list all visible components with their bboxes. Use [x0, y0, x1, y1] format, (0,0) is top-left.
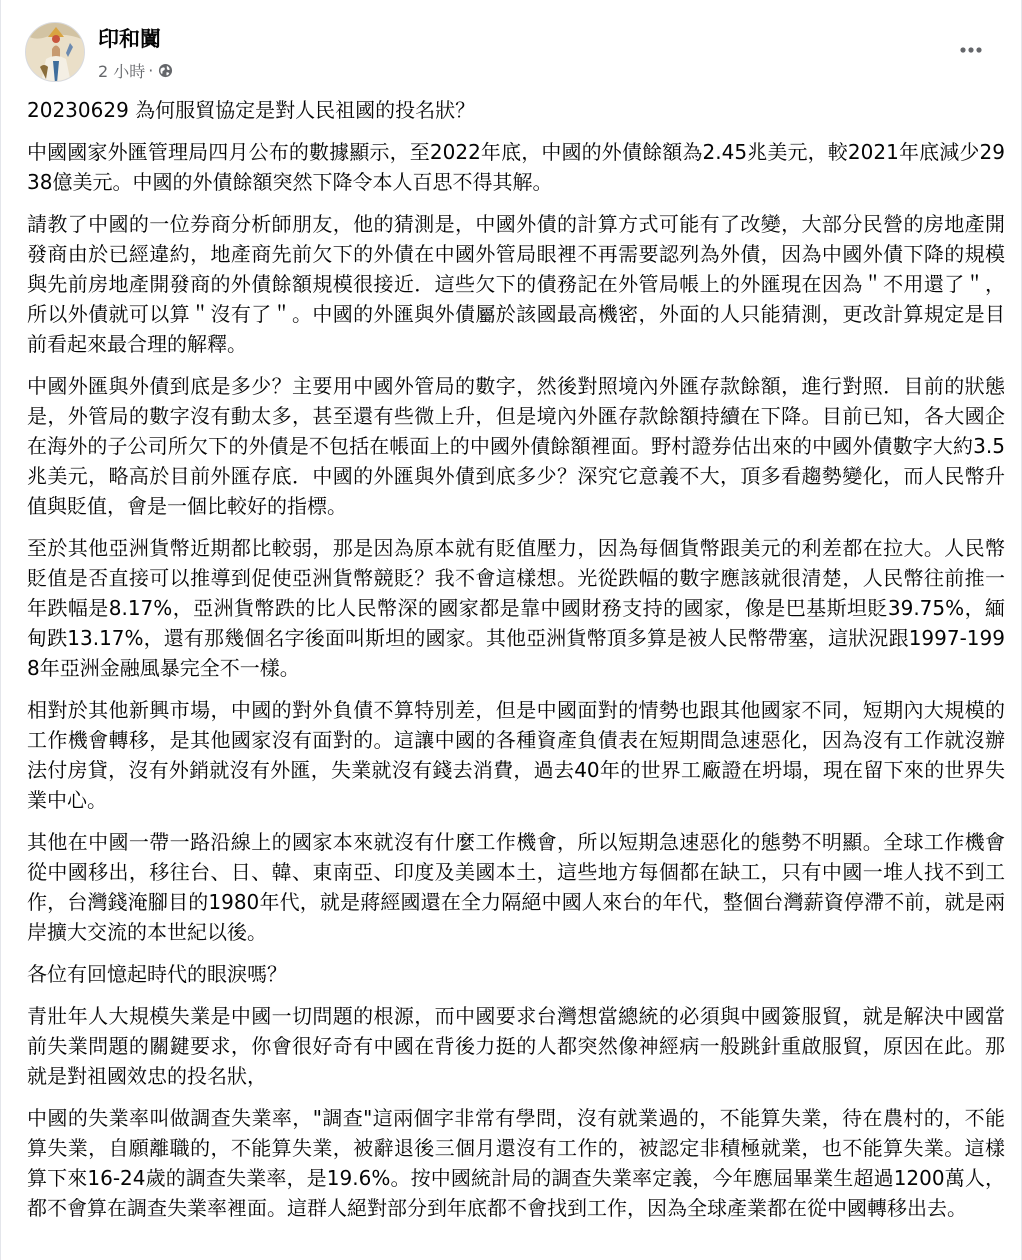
- post-timestamp[interactable]: 2 小時: [98, 61, 146, 81]
- post-paragraph: 青壯年人大規模失業是中國一切問題的根源，而中國要求台灣想當總統的必須與中國簽服貿，就是解決中國當前失業問題的關鍵要求，你會很好奇有中國在背後力挺的人都突然像神經病一般跳針重啟服貿，原因在此。那就是對祖國效忠的投名狀，: [27, 1004, 1005, 1088]
- avatar-image: [26, 23, 85, 82]
- post-body: [27, 95, 1005, 1235]
- avatar[interactable]: [25, 22, 85, 82]
- post-paragraph: 至於其他亞洲貨幣近期都比較弱，那是因為原本就有貶值壓力，因為每個貨幣跟美元的利差都在拉大。人民幣貶值是否直接可以推導到促使亞洲貨幣競貶？我不會這樣想。光從跌幅的數字應該就很清楚，人民幣往前推一年跌幅是8.17%，亞洲貨幣跌的比人民幣深的國家都是靠中國財務支持的國家，像是巴基斯坦貶39.75%，緬甸跌13.17%，還有那幾個名字後面叫斯坦的國家。其他亞洲貨幣頂多算是被人民幣帶塞，這狀況跟1997-1998年亞洲金融風暴完全不一樣。: [27, 536, 1005, 680]
- post-header: [1, 0, 1021, 96]
- post-paragraph: 其他在中國一帶一路沿線上的國家本來就沒有什麼工作機會，所以短期急速惡化的態勢不明顯。全球工作機會從中國移出，移往台、日、韓、東南亞、印度及美國本土，這些地方每個都在缺工，只有中國一堆人找不到工作，台灣錢淹腳目的1980年代，就是蔣經國還在全力隔絕中國人來台的年代，整個台灣薪資停滯不前，就是兩岸擴大交流的本世紀以後。: [27, 830, 1005, 944]
- more-horizontal-icon: [959, 46, 983, 54]
- post-paragraph: 中國國家外匯管理局四月公布的數據顯示，至2022年底，中國的外債餘額為2.45兆美元，較2021年底減少2938億美元。中國的外債餘額突然下降令本人百思不得其解。: [27, 140, 1005, 194]
- more-options-button[interactable]: [951, 34, 991, 66]
- post-paragraph: 中國的失業率叫做調查失業率，"調查"這兩個字非常有學問，沒有就業過的，不能算失業，待在農村的，不能算失業，自願離職的，不能算失業，被辭退後三個月還沒有工作的，被認定非積極就業，也不能算失業。這樣算下來16-24歲的調查失業率，是19.6%。按中國統計局的調查失業率定義，今年應屆畢業生超過1200萬人，都不會算在調查失業率裡面。這群人絕對部分到年底都不會找到工作，因為全球產業都在從中國轉移出去。: [27, 1106, 1005, 1220]
- globe-icon[interactable]: [158, 63, 173, 78]
- post-paragraph: 相對於其他新興市場，中國的對外負債不算特別差，但是中國面對的情勢也跟其他國家不同，短期內大規模的工作機會轉移，是其他國家沒有面對的。這讓中國的各種資產負債表在短期間急速惡化，因為沒有工作就沒辦法付房貸，沒有外銷就沒有外匯，失業就沒有錢去消費，過去40年的世界工廠證在坍塌，現在留下來的世界失業中心。: [27, 698, 1005, 812]
- meta-separator: ·: [148, 60, 154, 80]
- post-paragraph: 中國外匯與外債到底是多少？主要用中國外管局的數字，然後對照境內外匯存款餘額，進行對照．目前的狀態是，外管局的數字沒有動太多，甚至還有些微上升，但是境內外匯存款餘額持續在下降。目前已知，各大國企在海外的子公司所欠下的外債是不包括在帳面上的中國外債餘額裡面。野村證券估出來的中國外債數字大約3.5兆美元，略高於目前外匯存底．中國的外匯與外債到底多少？深究它意義不大，頂多看趨勢變化，而人民幣升值與貶值，會是一個比較好的指標。: [27, 374, 1005, 518]
- author-name[interactable]: 印和闐: [98, 27, 161, 51]
- post-paragraph: 各位有回憶起時代的眼淚嗎？: [27, 962, 287, 986]
- post-paragraph: 20230629 為何服貿協定是對人民祖國的投名狀？: [27, 98, 476, 122]
- post-meta: [98, 57, 173, 83]
- post-paragraph: 請教了中國的一位券商分析師朋友，他的猜測是，中國外債的計算方式可能有了改變，大部分民營的房地產開發商由於已經違約，地產商先前欠下的外債在中國外管局眼裡不再需要認列為外債，因為中國外債下降的規模與先前房地產開發商的外債餘額規模很接近．這些欠下的債務記在外管局帳上的外匯現在因為＂不用還了＂，所以外債就可以算＂沒有了＂。中國的外匯與外債屬於該國最高機密，外面的人只能猜測，更改計算規定是目前看起來最合理的解釋。: [27, 212, 1005, 356]
